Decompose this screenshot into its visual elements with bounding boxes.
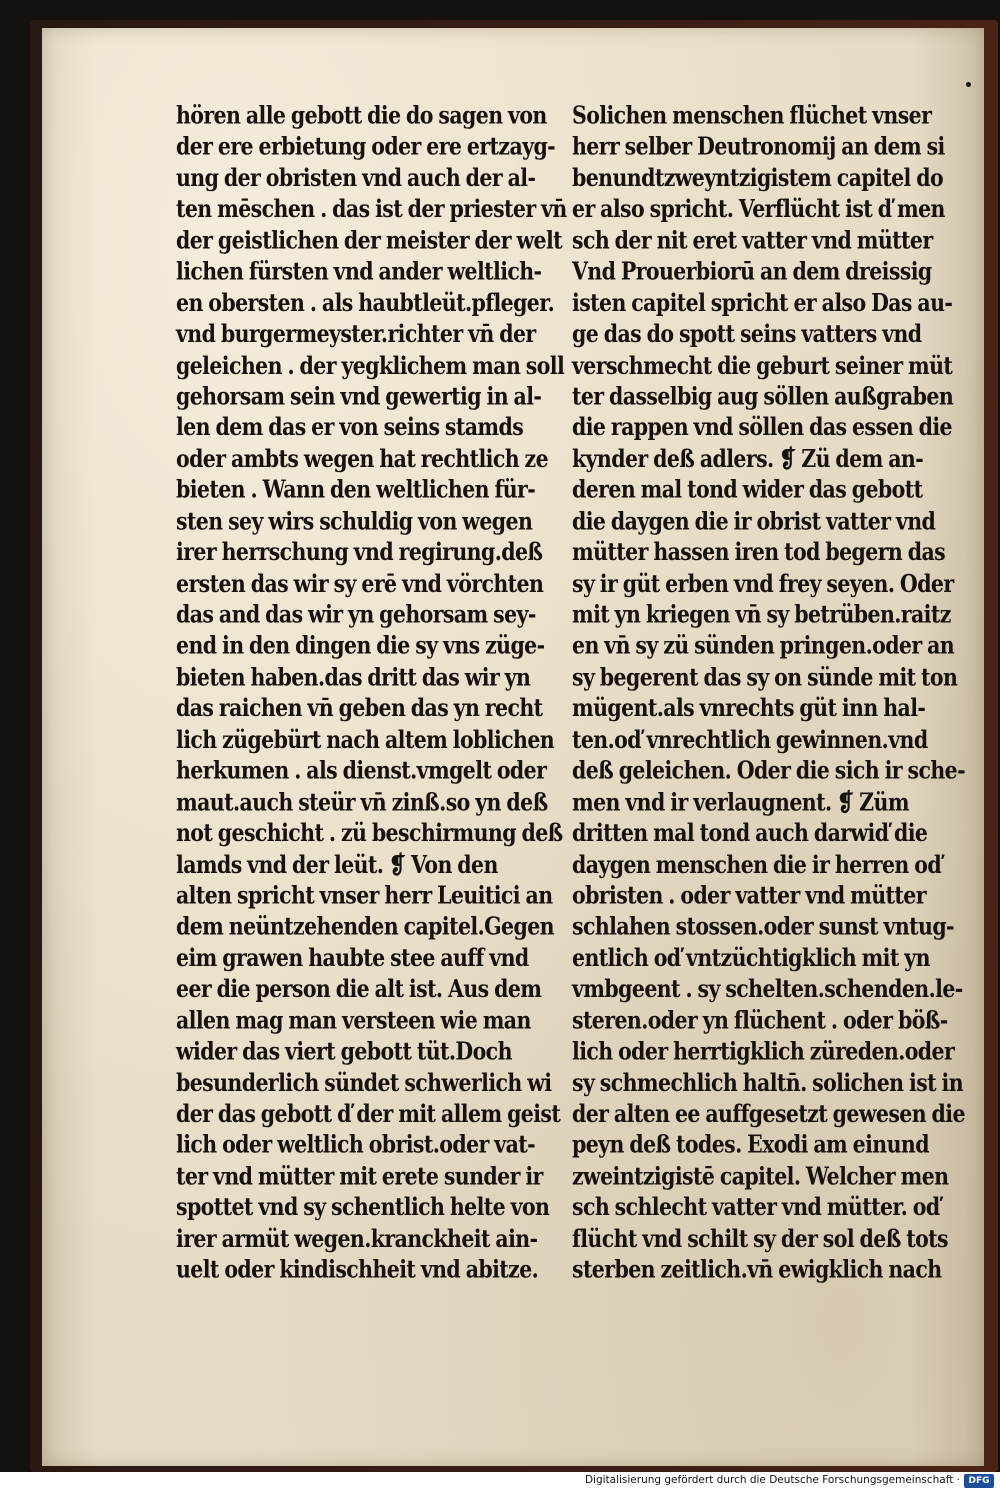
text-line: isten capitel spricht er also Das au- bbox=[572, 288, 953, 317]
text-line: sten sey wirs schuldig von wegen bbox=[176, 506, 533, 536]
text-line: obristen . oder vatter vnd mütter bbox=[572, 881, 926, 910]
text-line: die daygen die ir obrist vatter vnd bbox=[572, 506, 936, 536]
text-line: der das gebott ď der mit allem geist bbox=[176, 1099, 561, 1128]
text-line: en vn̄ sy zü sünden pringen.oder an bbox=[572, 631, 955, 660]
page-mark bbox=[966, 82, 971, 87]
text-line: bieten . Wann den weltlichen für- bbox=[176, 475, 536, 504]
text-line: daygen menschen die ir herren oď bbox=[572, 849, 942, 879]
left-text-column bbox=[176, 100, 567, 1285]
text-line: verschmecht die geburt seiner müt bbox=[572, 350, 953, 380]
text-line: herkumen . als dienst.vmgelt oder bbox=[176, 756, 547, 785]
text-line: spottet vnd sy schentlich helte von bbox=[176, 1193, 550, 1222]
text-line: alten spricht vnser herr Leuitici an bbox=[176, 881, 553, 910]
text-line: dritten mal tond auch darwiď die bbox=[572, 818, 928, 848]
text-line: mütter hassen iren tod begern das bbox=[572, 537, 946, 567]
text-line: mügent.als vnrechts güt inn hal- bbox=[572, 693, 926, 723]
text-line: lich oder herrtigklich züreden.oder bbox=[572, 1037, 955, 1066]
text-line: lichen fürsten vnd ander weltlich- bbox=[176, 257, 542, 286]
text-line: not geschicht . zü beschirmung deß bbox=[176, 818, 563, 848]
text-line: die rappen vnd söllen das essen die bbox=[572, 413, 952, 442]
text-line: Solichen menschen flüchet vnser bbox=[572, 101, 932, 130]
text-line: er also spricht. Verflücht ist ď men bbox=[572, 194, 945, 224]
text-line: wider das viert gebott tüt.Doch bbox=[176, 1037, 512, 1066]
text-line: ten mēschen . das ist der priester vn̄ bbox=[176, 194, 567, 224]
funding-credit: Digitalisierung gefördert durch die Deutsche Forschungsgemeinschaft · bbox=[584, 1474, 960, 1486]
text-line: vmbgeent . sy schelten.schenden.le- bbox=[572, 974, 963, 1003]
text-line: benundtzweyntzigistem capitel do bbox=[572, 163, 944, 192]
text-line: peyn deß todes. Exodi am einund bbox=[572, 1130, 929, 1159]
text-line: ten.oď vnrechtlich gewinnen.vnd bbox=[572, 725, 928, 754]
text-line: deß geleichen. Oder die sich ir sche- bbox=[572, 756, 966, 785]
text-line: sterben zeitlich.vn̄ ewigklich nach bbox=[572, 1255, 942, 1284]
text-line: besunderlich sündet schwerlich wi bbox=[176, 1068, 552, 1097]
text-line: kynder deß adlers. ❡ Zü dem an- bbox=[572, 444, 924, 473]
text-line: lich zügebürt nach altem loblichen bbox=[176, 725, 555, 754]
text-line: gehorsam sein vnd gewertig in al- bbox=[176, 381, 542, 411]
text-line: entlich oď vntzüchtigklich mit yn bbox=[572, 943, 930, 972]
text-line: lich oder weltlich obrist.oder vat- bbox=[176, 1130, 536, 1159]
text-line: der alten ee auffgesetzt gewesen die bbox=[572, 1099, 965, 1128]
text-line: lamds vnd der leüt. ❡ Von den bbox=[176, 849, 498, 879]
text-line: uelt oder kindischheit vnd abitze. bbox=[176, 1255, 539, 1284]
text-line: len dem das er von seins stamds bbox=[176, 413, 524, 442]
right-text-column bbox=[572, 100, 966, 1285]
text-line: das raichen vn̄ geben das yn recht bbox=[176, 693, 543, 723]
text-line: sch der nit eret vatter vnd mütter bbox=[572, 225, 933, 255]
text-line: ter dasselbig aug söllen außgraben bbox=[572, 381, 954, 411]
text-line: ung der obristen vnd auch der al- bbox=[176, 163, 536, 192]
text-line: sy begerent das sy on sünde mit ton bbox=[572, 662, 958, 692]
text-line: mit yn kriegen vn̄ sy betrüben.raitz bbox=[572, 600, 951, 629]
text-line: en obersten . als haubtleüt.pfleger. bbox=[176, 288, 555, 317]
text-line: herr selber Deutronomij an dem si bbox=[572, 132, 945, 161]
text-line: flücht vnd schilt sy der sol deß tots bbox=[572, 1224, 948, 1253]
text-line: irer herrschung vnd regirung.deß bbox=[176, 537, 543, 567]
text-line: irer armüt wegen.kranckheit ain- bbox=[176, 1224, 538, 1253]
text-line: steren.oder yn flüchent . oder böß- bbox=[572, 1005, 948, 1035]
text-line: maut.auch steür vn̄ zinß.so yn deß bbox=[176, 787, 548, 816]
text-line: hören alle gebott die do sagen von bbox=[176, 101, 547, 130]
text-line: bieten haben.das dritt das wir yn bbox=[176, 662, 531, 692]
text-line: deren mal tond wider das gebott bbox=[572, 475, 923, 504]
text-line: oder ambts wegen hat rechtlich ze bbox=[176, 444, 549, 473]
text-line: end in den dingen die sy vns züge- bbox=[176, 631, 545, 660]
text-line: ersten das wir sy erē vnd vörchten bbox=[176, 569, 544, 598]
text-line: dem neüntzehenden capitel.Gegen bbox=[176, 912, 554, 941]
text-line: allen mag man versteen wie man bbox=[176, 1005, 531, 1035]
text-line: eim grawen haubte stee auff vnd bbox=[176, 943, 529, 972]
text-line: sch schlecht vatter vnd mütter. oď bbox=[572, 1193, 940, 1222]
text-line: ge das do spott seins vatters vnd bbox=[572, 319, 922, 348]
dfg-logo: DFG bbox=[964, 1474, 994, 1488]
text-line: schlahen stossen.oder sunst vntug- bbox=[572, 912, 954, 941]
text-line: ter vnd mütter mit erete sunder ir bbox=[176, 1161, 543, 1191]
text-line: zweintzigistē capitel. Welcher men bbox=[572, 1161, 949, 1191]
text-line: der ere erbietung oder ere ertzayg- bbox=[176, 132, 556, 161]
text-line: sy schmechlich haltn̄. solichen ist in bbox=[572, 1068, 964, 1097]
text-line: men vnd ir verlaugnent. ❡ Züm bbox=[572, 787, 909, 816]
text-line: Vnd Prouerbiorū an dem dreissig bbox=[572, 257, 932, 286]
text-line: der geistlichen der meister der welt bbox=[176, 225, 563, 255]
text-line: das and das wir yn gehorsam sey- bbox=[176, 600, 536, 629]
text-line: eer die person die alt ist. Aus dem bbox=[176, 974, 542, 1003]
text-line: vnd burgermeyster.richter vn̄ der bbox=[176, 319, 536, 348]
footer-bar bbox=[0, 1472, 1000, 1491]
text-line: sy ir güt erben vnd frey seyen. Oder bbox=[572, 569, 954, 598]
text-line: geleichen . der yegklichem man soll bbox=[176, 350, 565, 380]
